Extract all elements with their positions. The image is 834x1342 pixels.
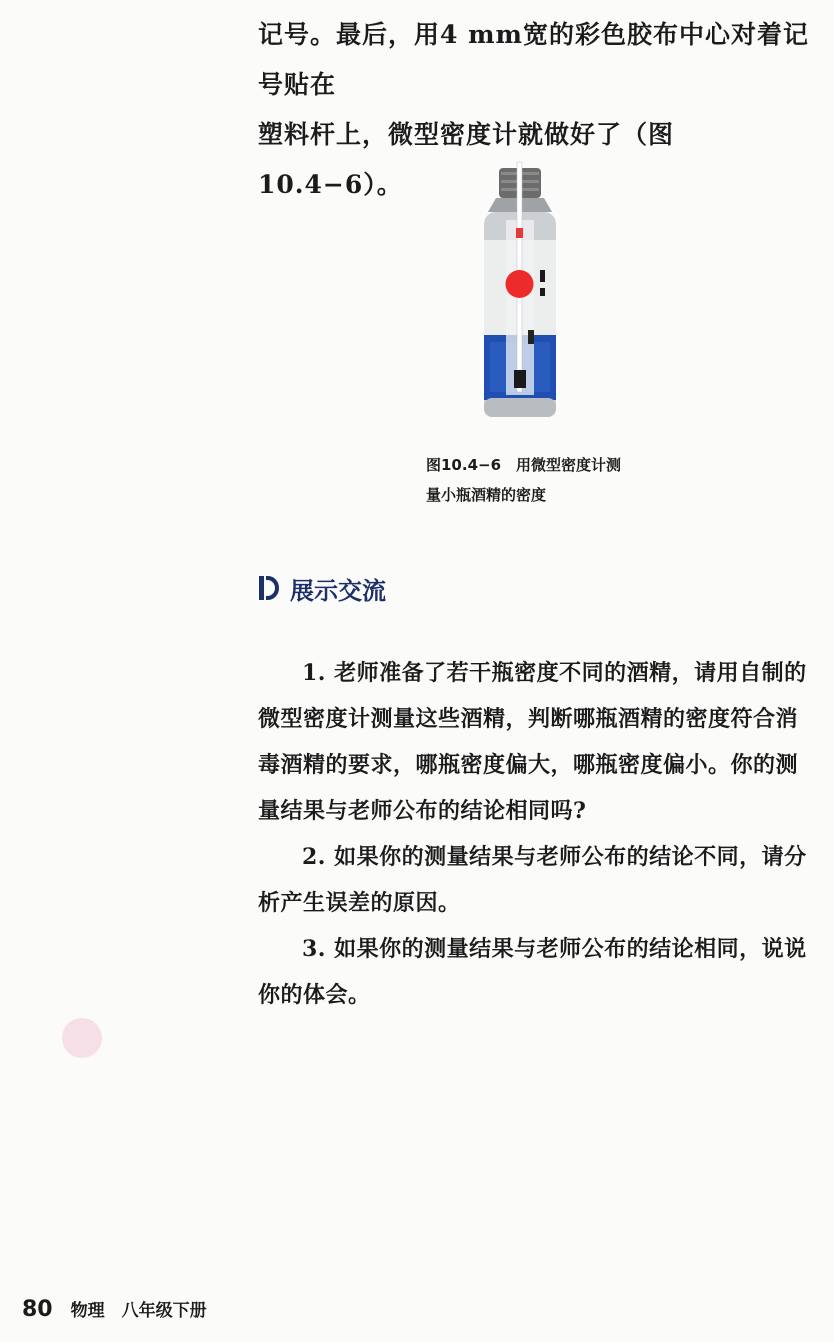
question-item: 1. 老师准备了若干瓶密度不同的酒精，请用自制的微型密度计测量这些酒精，判断哪瓶酒精的密度符合消毒酒精的要求，哪瓶密度偏大，哪瓶密度偏小。你的测量结果与老师公布的结论相同吗?	[258, 660, 807, 824]
book-title: 物理 八年级下册	[70, 1301, 207, 1321]
intro-line-2: 塑料杆上，微型密度计就做好了（图10.4−6）。	[258, 120, 675, 199]
section-title: 展示交流	[290, 576, 386, 605]
figure-density-meter-bottle	[470, 160, 570, 430]
show-through-dot	[62, 1018, 102, 1058]
section-heading	[258, 568, 386, 608]
page-footer	[22, 1296, 207, 1322]
question-item: 3. 如果你的测量结果与老师公布的结论相同，说说你的体会。	[258, 936, 807, 1008]
bottle-photo	[470, 160, 570, 430]
section-marker-icon	[258, 575, 280, 601]
question-list	[258, 650, 818, 1018]
question-item: 2. 如果你的测量结果与老师公布的结论不同，请分析产生误差的原因。	[258, 844, 807, 916]
caption-line-2: 量小瓶酒精的密度	[426, 486, 547, 504]
figure-caption	[426, 450, 646, 510]
intro-line-1: 记号。最后，用4 mm宽的彩色胶布中心对着记号贴在	[258, 20, 810, 99]
page-number: 80	[22, 1297, 53, 1322]
caption-line-1: 图10.4−6 用微型密度计测	[426, 456, 622, 474]
